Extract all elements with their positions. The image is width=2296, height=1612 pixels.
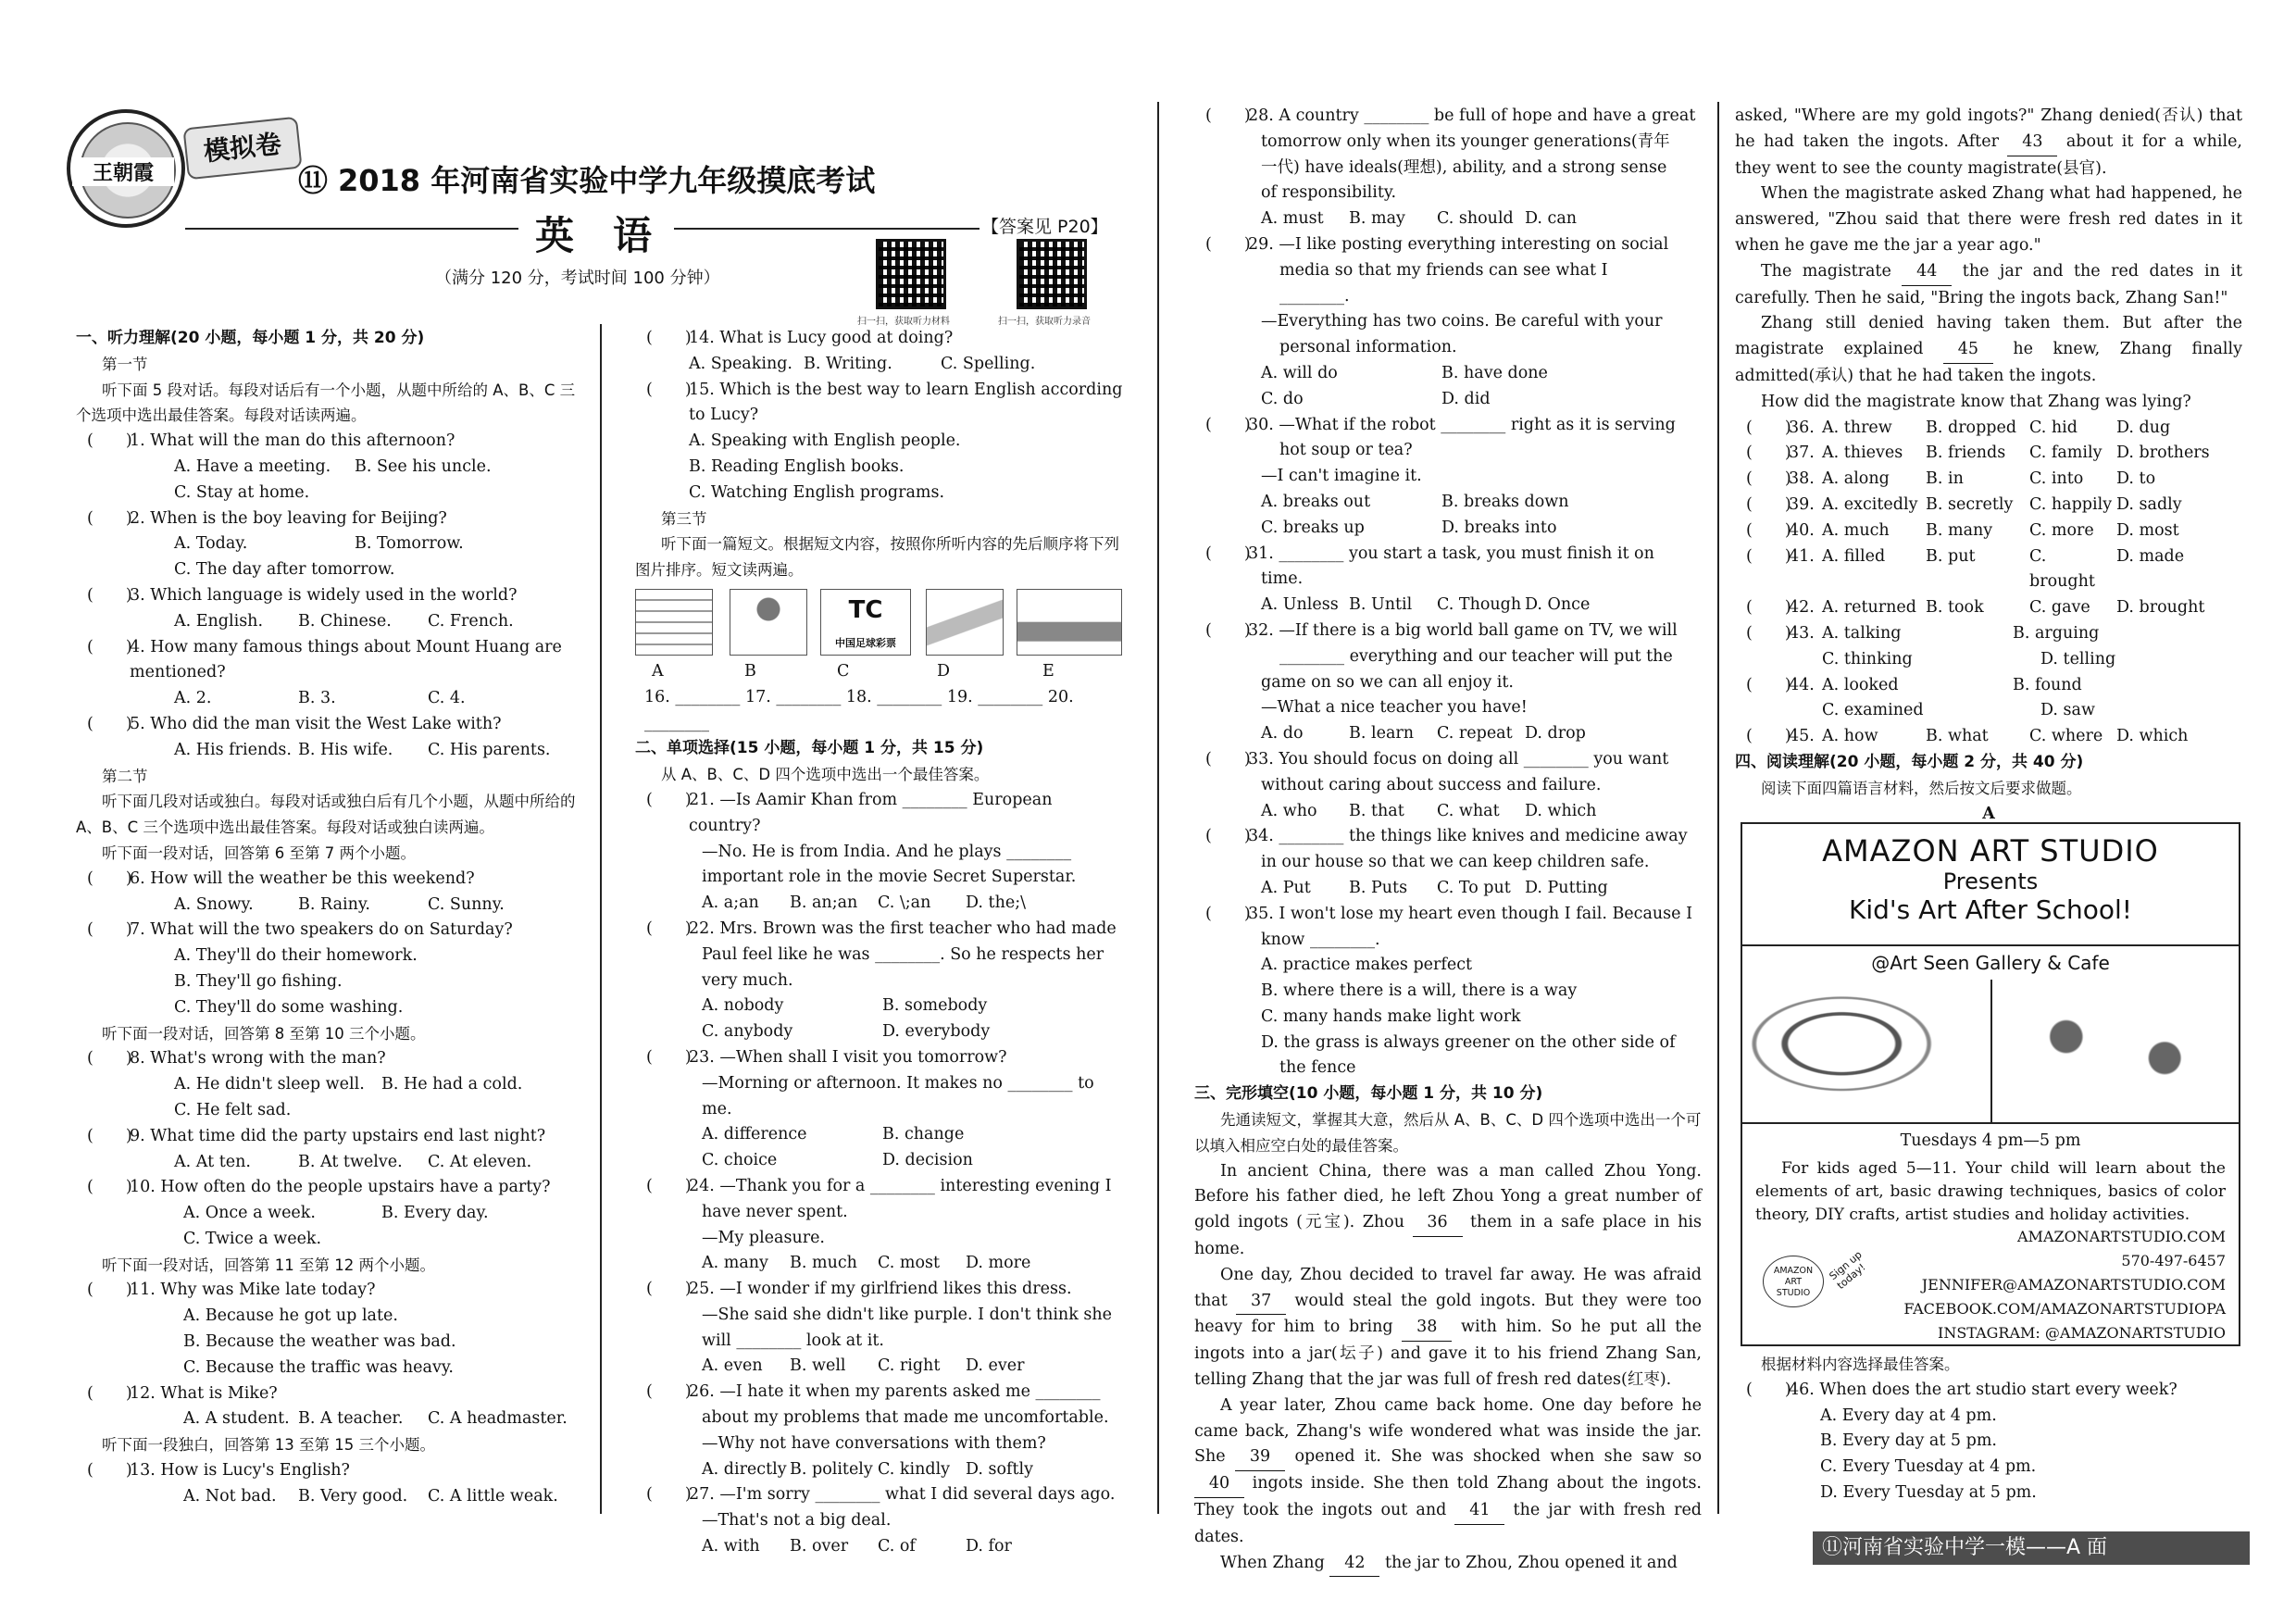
q27-line2: —That's not a big deal. — [702, 1511, 892, 1531]
q28-line3: 一代) have ideals(理想), ability, and a strong sense — [1261, 157, 1667, 177]
answer-reference: 【答案见 P20】 — [981, 217, 1108, 237]
picture-c — [820, 589, 911, 656]
options-23b: C. choice D. decision — [702, 1151, 973, 1170]
qr-caption-1: 扫一扫，获取听力材料 — [857, 317, 950, 327]
part1-sec1-instr: 听下面 5 段对话。每段对话后有一个小题，从题中所给的 A、B、C 三个选项中选出最佳答案。每段对话读两遍。 — [76, 381, 576, 425]
ad-email[interactable]: JENNIFER@AMAZONARTSTUDIO.COM — [1921, 1276, 2226, 1293]
ad-picture-right — [1992, 980, 2239, 1122]
q31-line2: time. — [1261, 569, 1304, 589]
blank-39[interactable]: 39 — [1235, 1444, 1285, 1471]
options-2: A. Today. B. Tomorrow. — [174, 534, 464, 554]
question-26[interactable]: ( ) 26. —I hate it when my parents asked me ________ — [646, 1382, 1101, 1402]
question-34[interactable]: ( ) 34. ________ the things like knives and medicine away — [1205, 827, 1688, 846]
option-46c: C. Every Tuesday at 4 pm. — [1820, 1457, 2037, 1477]
q25-line3: will ________ look at it. — [702, 1331, 884, 1350]
q30-line3: —I can't imagine it. — [1261, 467, 1422, 486]
question-46[interactable]: ( ) 46. When does the art studio start every week? — [1746, 1380, 2177, 1399]
subject-title: 英 语 — [535, 213, 653, 258]
passage-a-questions — [1735, 1352, 2242, 1506]
question-23[interactable]: ( ) 23. —When shall I visit you tomorrow? — [646, 1047, 1007, 1067]
ad-picture-divider — [1742, 1122, 2239, 1124]
option-35d: D. the grass is always greener on the other side of — [1261, 1032, 1676, 1052]
question-15[interactable]: ( ) 15. Which is the best way to learn English according to Lucy? — [646, 380, 1123, 425]
picture-c-logo: TC — [848, 595, 883, 624]
picture-row — [635, 583, 1128, 659]
qr-caption-2: 扫一扫，获取听力录音 — [998, 317, 1091, 327]
question-42[interactable]: ( ) 42. A. returned B. took C. gave D. brought — [1746, 598, 2205, 618]
part3-instr: 先通读短文，掌握其大意，然后从 A、B、C、D 四个选项中选出一个可以填入相应空白处的最佳答案。 — [1194, 1111, 1702, 1155]
cloze-paragraph-3: A year later, Zhou came back home. One day before he came back, Zhang's wife wondered what was inside the jar. She 39 opened it. She was shocked when she saw so 40 ingots inside. She then told Zhang about the ingots. They took the ingots out and 41 the jar with fresh red dates. — [1194, 1395, 1703, 1546]
option-11a: A. Because he got up late. — [183, 1306, 398, 1326]
ad-body: For kids aged 5—11. Your child will learn about the elements of art, basic drawing techniques, basics of color theory, DIY crafts, artist studies and holiday activities. — [1755, 1159, 2226, 1224]
badge: 模拟卷 — [182, 117, 302, 181]
blank-44[interactable]: 44 — [1902, 259, 1952, 286]
ad-program: Kid's Art After School! — [1849, 894, 2132, 925]
options-29b: C. do D. did — [1261, 389, 1491, 408]
q26-line3: —Why not have conversations with them? — [702, 1433, 1046, 1453]
q22-line3: very much. — [702, 970, 793, 990]
blank-45[interactable]: 45 — [1943, 337, 1993, 364]
options-32: A. do B. learn C. repeat D. drop — [1261, 724, 1586, 744]
options-1b: C. Stay at home. — [174, 482, 310, 502]
blank-43[interactable]: 43 — [2007, 130, 2057, 156]
picture-b — [730, 589, 807, 656]
q28-line4: of responsibility. — [1261, 183, 1397, 203]
option-46a: A. Every day at 4 pm. — [1820, 1406, 1997, 1425]
question-4[interactable]: ( ) 4. How many famous things about Mount Huang are mentioned? — [87, 637, 562, 682]
question-1[interactable]: ( ) 1. What will the man do this afternoon? — [87, 431, 455, 451]
option-11b: B. Because the weather was bad. — [183, 1332, 456, 1352]
question-31[interactable]: ( ) 31. ________ you start a task, you must finish it on — [1205, 544, 1654, 563]
options-10: A. Once a week. B. Every day. — [183, 1204, 489, 1223]
picture-a — [635, 589, 713, 656]
exam-info: （满分 120 分，考试时间 100 分钟） — [435, 269, 720, 288]
ad-website[interactable]: AMAZONARTSTUDIO.COM — [2017, 1228, 2226, 1245]
part1-sec1: 第一节 — [102, 355, 148, 373]
options-13: A. Not bad. B. Very good. C. A little weak. — [183, 1486, 558, 1506]
options-4: A. 2. B. 3. C. 4. — [174, 689, 466, 708]
exam-number: ⑪ — [298, 163, 329, 198]
options-25: A. even B. well C. right D. ever — [702, 1356, 1025, 1376]
options-23a: A. difference B. change — [702, 1125, 965, 1144]
question-7[interactable]: ( ) 7. What will the two speakers do on Saturday? — [87, 920, 513, 940]
options-44b: C. examined D. saw — [1822, 701, 2095, 720]
q24-line2: have never spent. — [702, 1202, 848, 1221]
passage-a-label: A — [1982, 804, 1995, 823]
cloze-paragraph-1: In ancient China, there was a man called Zhou Yong. Before his father died, he left Zhou Yong a great number of gold ingots (元宝). Zhou 36 them in a safe place in his home. — [1194, 1161, 1702, 1259]
ad-stamp-line2: ART — [1784, 1277, 1803, 1287]
option-35d-cont: the fence — [1279, 1058, 1356, 1078]
options-28: A. must B. may C. should D. can — [1261, 209, 1578, 229]
title-rule-left — [185, 228, 518, 230]
cloze-paragraph-2: One day, Zhou decided to travel far away. He was afraid that 37 would steal the gold ingots. But they were too heavy for him to bring 38 with him. So he put all the ingots into a jar(坛子) and gave it to his friend Zhang San, telling Zhang that the jar was full of fresh red dates(红枣). — [1194, 1265, 1702, 1390]
picture-d — [926, 589, 1004, 656]
q29-line2: media so that my friends can see what I — [1279, 260, 1608, 280]
option-35c: C. many hands make light work — [1261, 1006, 1521, 1026]
q25-line2: —She said she didn't like purple. I don't think she — [702, 1305, 1112, 1324]
part1-sec3: 第三节 — [661, 509, 707, 528]
option-7b: B. They'll go fishing. — [174, 971, 343, 991]
options-43b: C. thinking D. telling — [1822, 649, 2116, 669]
options-24: A. many B. much C. most D. more — [702, 1254, 1031, 1273]
ad-presents: Presents — [1942, 868, 2039, 894]
option-11c: C. Because the traffic was heavy. — [183, 1357, 454, 1377]
q28-line2: tomorrow only when its younger generations(青年 — [1261, 131, 1670, 151]
question-10[interactable]: ( ) 10. How often do the people upstairs have a party? — [87, 1178, 551, 1197]
question-30[interactable]: ( ) 30. —What if the robot ________ right as it is serving — [1205, 415, 1676, 434]
part3-heading: 三、完形填空(10 小题，每小题 1 分，共 10 分) — [1194, 1084, 1543, 1104]
question-32[interactable]: ( ) 32. —If there is a big world ball game on TV, we will — [1205, 620, 1678, 640]
options-34: A. Put B. Puts C. To put D. Putting — [1261, 878, 1608, 897]
part1-sec3-instr: 听下面一篇短文。根据短文内容，按照你所听内容的先后顺序将下列图片排序。短文读两遍。 — [635, 535, 1119, 580]
part1-sec2-d: 听下面一段独白，回答第 13 至第 15 三个小题。 — [102, 1436, 435, 1455]
question-3[interactable]: ( ) 3. Which language is widely used in the world? — [87, 585, 518, 605]
question-25[interactable]: ( ) 25. —I wonder if my girlfriend likes this dress. — [646, 1280, 1072, 1299]
options-33: A. who B. that C. what D. which — [1261, 801, 1597, 820]
picture-labels: A B C D E — [652, 661, 1054, 681]
question-22[interactable]: ( ) 22. Mrs. Brown was the first teacher who had made — [646, 918, 1117, 938]
q32-line2: ________ everything and our teacher will put the — [1279, 646, 1673, 666]
q35-line2: know ________. — [1261, 930, 1380, 949]
q22-line2: Paul feel like he was ________. So he respects her — [702, 944, 1104, 964]
ad-venue: @Art Seen Gallery & Cafe — [1742, 944, 2239, 981]
option-8c: C. He felt sad. — [174, 1100, 292, 1119]
option-46d: D. Every Tuesday at 5 pm. — [1820, 1482, 2037, 1502]
question-24[interactable]: ( ) 24. —Thank you for a ________ interesting evening I — [646, 1176, 1112, 1195]
question-21[interactable]: ( ) 21. —Is Aamir Khan from ________ European country? — [646, 790, 1053, 835]
blank-41[interactable]: 41 — [1454, 1498, 1504, 1525]
q23-line3: me. — [702, 1099, 732, 1118]
q34-line2: in our house so that we can keep children safe. — [1261, 853, 1650, 872]
part2-heading: 二、单项选择(15 小题，每小题 1 分，共 15 分) — [635, 739, 984, 758]
qr-code-1[interactable] — [876, 239, 946, 309]
options-3: A. English. B. Chinese. C. French. — [174, 611, 514, 631]
column-3 — [1194, 104, 1702, 1577]
ad-stamp — [1763, 1256, 1824, 1307]
options-29a: A. will do B. have done — [1261, 363, 1548, 382]
option-35b: B. where there is a will, there is a way — [1261, 981, 1578, 1001]
ad-title: AMAZON ART STUDIO — [1822, 833, 2159, 868]
part1-sec2: 第二节 — [102, 767, 148, 785]
question-29[interactable]: ( ) 29. —I like posting everything interesting on social — [1205, 234, 1669, 254]
logo-text: 王朝霞 — [72, 157, 174, 186]
q24-line3: —My pleasure. — [702, 1228, 825, 1247]
options-14: A. Speaking. B. Writing. C. Spelling. — [689, 354, 1036, 373]
cloze-paragraph-8: How did the magistrate know that Zhang was lying? — [1761, 392, 2191, 411]
q33-line2: without caring about success and failure. — [1261, 775, 1602, 794]
page-footer — [1813, 1531, 2250, 1565]
q21-line2: —No. He is from India. And he plays ________ — [702, 842, 1072, 861]
cloze-paragraph-7: Zhang still denied having taken them. But after the magistrate explained 45 he knew, Zhang finally admitted(承认) that he had taken the ingots. — [1735, 314, 2242, 385]
exam-title: 2018 年河南省实验中学九年级摸底考试 — [338, 163, 876, 198]
options-30a: A. breaks out B. breaks down — [1261, 492, 1569, 511]
options-9: A. At ten. B. At twelve. C. At eleven. — [174, 1152, 532, 1171]
question-39[interactable]: ( ) 39. A. excitedly B. secretly C. happily D. sadly — [1746, 494, 2182, 514]
column-2 — [635, 326, 1128, 1560]
part1-sec2-instr: 听下面几段对话或独白。每段对话或独白后有几个小题，从题中所给的 A、B、C 三个选项中选出最佳答案。每段对话或独白读两遍。 — [76, 793, 576, 837]
question-9[interactable]: ( ) 9. What time did the party upstairs end last night? — [87, 1126, 546, 1145]
ad-phone[interactable]: 570-497-6457 — [2121, 1252, 2226, 1269]
picture-e — [1017, 589, 1122, 656]
part1-sec2-b: 听下面一段对话，回答第 8 至第 10 三个小题。 — [102, 1024, 426, 1043]
q21-line3: important role in the movie Secret Superstar. — [702, 868, 1077, 887]
option-35a: A. practice makes perfect — [1261, 956, 1473, 975]
q29-line5: personal information. — [1279, 338, 1457, 357]
options-8: A. He didn't sleep well. B. He had a cold. — [174, 1075, 523, 1094]
cloze-paragraph-6: The magistrate 44 the jar and the red dates in it carefully. Then he said, "Bring the ingots back, Zhang San!" — [1735, 259, 2242, 312]
column-divider-1 — [600, 324, 602, 1514]
options-2b: C. The day after tomorrow. — [174, 560, 395, 580]
q29-line3: ________. — [1279, 286, 1350, 306]
cloze-options — [1735, 416, 2242, 621]
options-12: A. A student. B. A teacher. C. A headmaster. — [183, 1409, 568, 1429]
options-21: A. a;an B. an;an C. \;an D. the;\ — [702, 893, 1026, 913]
question-12[interactable]: ( ) 12. What is Mike? — [87, 1383, 278, 1403]
ad-time: Tuesdays 4 pm—5 pm — [1900, 1131, 2081, 1150]
options-1: A. Have a meeting. B. See his uncle. — [174, 456, 492, 476]
question-38[interactable]: ( ) 38. A. along B. in C. into D. to — [1746, 469, 2156, 489]
part1-sec2-c: 听下面一段对话，回答第 11 至第 12 两个小题。 — [102, 1256, 435, 1274]
blank-38[interactable]: 38 — [1402, 1315, 1452, 1342]
column-divider-3 — [1717, 102, 1719, 1514]
options-27: A. with B. over C. of D. for — [702, 1537, 1012, 1556]
option-15c: C. Watching English programs. — [689, 482, 945, 502]
options-22a: A. nobody B. somebody — [702, 996, 988, 1016]
option-7c: C. They'll do some washing. — [174, 997, 404, 1017]
ad-picture-left — [1742, 980, 1992, 1122]
blank-36[interactable]: 36 — [1413, 1210, 1463, 1237]
q30-line2: hot soup or tea? — [1279, 441, 1413, 460]
cloze-paragraph-4a: When Zhang 42 the jar to Zhou, Zhou opened it and — [1194, 1551, 1702, 1578]
ad-stamp-line1: AMAZON — [1773, 1266, 1814, 1276]
part4-instr2: 根据材料内容选择最佳答案。 — [1761, 1356, 1960, 1373]
cloze-paragraph-4b: asked, "Where are my gold ingots?" Zhang denied(否认) that he had taken the ingots. After 43 about it for a while, they went to see the county magistrate(县官). — [1735, 106, 2242, 178]
question-11[interactable]: ( ) 11. Why was Mike late today? — [87, 1281, 376, 1300]
q29-line4: —Everything has two coins. Be careful with your — [1261, 312, 1663, 331]
option-15b: B. Reading English books. — [689, 456, 905, 476]
part1-sec2-a: 听下面一段对话，回答第 6 至第 7 两个小题。 — [102, 843, 416, 862]
options-26: A. directly B. politely C. kindly D. softly — [702, 1459, 1034, 1479]
q32-line3: game on so we can all enjoy it. — [1261, 672, 1514, 692]
ad-instagram[interactable]: INSTAGRAM: @AMAZONARTSTUDIO — [1938, 1324, 2226, 1342]
question-44[interactable]: ( ) 44. A. looked B. found — [1746, 675, 2082, 694]
column-4 — [1735, 104, 2242, 827]
cloze-paragraph-5: When the magistrate asked Zhang what had happened, he answered, "Zhou said that there were fresh red dates in it when he gave me the jar a year ago." — [1735, 184, 2242, 255]
footer-text: ⑪河南省实验中学一模——A 面 — [1822, 1536, 2108, 1559]
blank-42[interactable]: 42 — [1329, 1551, 1379, 1578]
blank-40[interactable]: 40 — [1194, 1471, 1244, 1498]
question-40[interactable]: ( ) 40. A. much B. many C. more D. most — [1746, 520, 2179, 540]
question-28[interactable]: ( ) 28. A country ________ be full of hope and have a great — [1205, 106, 1696, 125]
question-8[interactable]: ( ) 8. What's wrong with the man? — [87, 1049, 386, 1068]
options-22b: C. anybody D. everybody — [702, 1022, 991, 1042]
blank-37[interactable]: 37 — [1236, 1289, 1286, 1316]
ad-signup: Sign up today! — [1827, 1248, 1868, 1293]
option-15a: A. Speaking with English people. — [689, 431, 961, 451]
options-5: A. His friends. B. His wife. C. His parents. — [174, 740, 551, 759]
option-46b: B. Every day at 5 pm. — [1820, 1431, 1997, 1451]
part4-instr: 阅读下面四篇语言材料，然后按文后要求做题。 — [1761, 779, 2082, 797]
question-37[interactable]: ( ) 37. A. thieves B. friends C. family D. brothers — [1746, 444, 2210, 463]
option-7a: A. They'll do their homework. — [174, 946, 418, 966]
question-14[interactable]: ( ) 14. What is Lucy good at doing? — [646, 329, 954, 347]
question-45[interactable]: ( ) 45. A. how B. what C. where D. which — [1746, 727, 2189, 746]
question-2[interactable]: ( ) 2. When is the boy leaving for Beijing? — [87, 508, 447, 528]
art-studio-ad — [1741, 822, 2240, 1346]
qr-code-2[interactable] — [1017, 239, 1087, 309]
q23-line2: —Morning or afternoon. It makes no ________ to — [702, 1073, 1094, 1093]
column-divider-2 — [1157, 102, 1159, 1514]
part1-heading: 一、听力理解(20 小题，每小题 1 分，共 20 分) — [76, 329, 425, 347]
picture-c-text: 中国足球彩票 — [835, 636, 896, 649]
question-36[interactable]: ( ) 36. A. threw B. dropped C. hid D. dug — [1746, 418, 2171, 437]
title-rule-right — [674, 228, 980, 230]
part4-heading: 四、阅读理解(20 小题，每小题 2 分，共 40 分) — [1735, 752, 2084, 771]
options-31: A. Unless B. Until C. Though D. Once — [1261, 595, 1591, 615]
options-30b: C. breaks up D. breaks into — [1261, 518, 1557, 537]
column-1 — [76, 326, 583, 1510]
order-blanks[interactable]: 16. ________ 17. ________ 18. ________ 19. ________ 20. ________ — [644, 687, 1074, 732]
ad-facebook[interactable]: FACEBOOK.COM/AMAZONARTSTUDIOPA — [1903, 1300, 2226, 1318]
question-43[interactable]: ( ) 43. A. talking B. arguing — [1746, 623, 2100, 643]
question-13[interactable]: ( ) 13. How is Lucy's English? — [87, 1461, 350, 1481]
q26-line2: about my problems that made me uncomfortable. — [702, 1408, 1109, 1428]
question-5[interactable]: ( ) 5. Who did the man visit the West Lake with? — [87, 714, 502, 733]
part2-instr: 从 A、B、C、D 四个选项中选出一个最佳答案。 — [661, 766, 990, 784]
question-33[interactable]: ( ) 33. You should focus on doing all ________ you want — [1205, 749, 1669, 769]
question-6[interactable]: ( ) 6. How will the weather be this weekend? — [87, 868, 475, 888]
q32-line4: —What a nice teacher you have! — [1261, 698, 1528, 718]
question-41[interactable]: ( ) 41. A. filled B. put C. brought D. made — [1746, 546, 2185, 592]
question-35[interactable]: ( ) 35. I won't lose my heart even though I fail. Because I — [1205, 904, 1692, 923]
question-27[interactable]: ( ) 27. —I'm sorry ________ what I did several days ago. — [646, 1485, 1116, 1505]
ad-stamp-line3: STUDIO — [1776, 1288, 1811, 1298]
options-6: A. Snowy. B. Rainy. C. Sunny. — [174, 894, 505, 914]
option-10c: C. Twice a week. — [183, 1229, 322, 1248]
